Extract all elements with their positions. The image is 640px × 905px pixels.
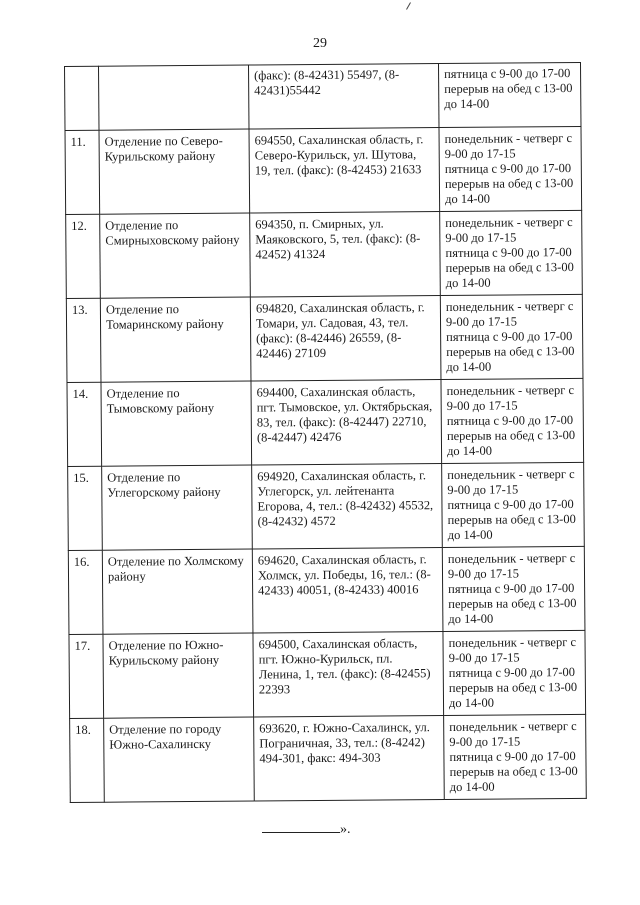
row-number-cell: 18. [70, 718, 105, 802]
address-cell: 694820, Сахалинская область, г. Томари, ул. Садовая, 43, тел. (факс): (8-42446) 26559, (8-42446) 27109 [250, 296, 441, 381]
table-row [65, 126, 582, 214]
row-number-cell: 15. [68, 466, 103, 550]
closing-line [262, 822, 351, 838]
address-cell: 694920, Сахалинская область, г. Углегорск, ул. лейтенанта Егорова, 4, тел.: (8-42432) 45532, (8-42432) 4572 [252, 464, 443, 549]
table-row [68, 462, 585, 550]
table-row [67, 378, 584, 466]
address-cell: 694620, Сахалинская область, г. Холмск, ул. Победы, 16, тел.: (8-42433) 40051, (8-42433) 40016 [252, 548, 443, 633]
address-cell: 694350, п. Смирных, ул. Маяковского, 5, тел. (факс): (8-42452) 41324 [250, 212, 441, 297]
hours-cell: понедельник - четверг с 9-00 до 17-15 пятница с 9-00 до 17-00 перерыв на обед с 13-00 до 14-00 [441, 378, 584, 463]
signature-underline [262, 822, 340, 833]
hours-cell: понедельник - четверг с 9-00 до 17-15 пятница с 9-00 до 17-00 перерыв на обед с 13-00 до 14-00 [440, 210, 583, 295]
hours-cell: понедельник - четверг с 9-00 до 17-15 пятница с 9-00 до 17-00 перерыв на обед с 13-00 до 14-00 [442, 462, 585, 547]
row-number-cell: 12. [66, 214, 101, 298]
offices-table-container [64, 62, 586, 803]
row-number-cell: 17. [69, 634, 104, 718]
office-name-cell: Отделение по Северо-Курильскому району [99, 129, 250, 214]
office-name-cell: Отделение по Холмскому району [102, 549, 253, 634]
closing-quote: ». [340, 822, 351, 837]
address-cell: (факс): (8-42431) 55497, (8-42431)55442 [248, 64, 438, 129]
hours-cell: понедельник - четверг с 9-00 до 17-15 пятница с 9-00 до 17-00 перерыв на обед с 13-00 до 14-00 [440, 294, 583, 379]
row-number-cell: 16. [68, 550, 103, 634]
office-name-cell [99, 65, 249, 130]
page-number: 29 [313, 36, 327, 51]
office-name-cell: Отделение по Тымовскому району [101, 381, 252, 466]
table-row [66, 294, 583, 382]
hours-cell: пятница с 9-00 до 17-00 перерыв на обед с 13-00 до 14-00 [438, 62, 580, 127]
offices-table [64, 62, 587, 803]
row-number-cell [65, 66, 100, 130]
address-cell: 693620, г. Южно-Сахалинск, ул. Пограничная, 33, тел.: (8-4242) 494-301, факс: 494-303 [254, 716, 445, 801]
row-number-cell: 14. [67, 382, 102, 466]
office-name-cell: Отделение по Южно-Курильскому району [103, 633, 254, 718]
office-name-cell: Отделение по Томаринскому району [100, 297, 251, 382]
row-number-cell: 11. [65, 130, 100, 214]
office-name-cell: Отделение по Углегорскому району [102, 465, 253, 550]
hours-cell: понедельник - четверг с 9-00 до 17-15 пятница с 9-00 до 17-00 перерыв на обед с 13-00 до 14-00 [439, 126, 582, 211]
row-number-cell: 13. [66, 298, 101, 382]
table-row [68, 546, 585, 634]
office-name-cell: Отделение по городу Южно-Сахалинску [104, 717, 255, 802]
hours-cell: понедельник - четверг с 9-00 до 17-15 пятница с 9-00 до 17-00 перерыв на обед с 13-00 до 14-00 [443, 630, 586, 715]
scan-mark [406, 2, 411, 9]
hours-cell: понедельник - четверг с 9-00 до 17-15 пятница с 9-00 до 17-00 перерыв на обед с 13-00 до 14-00 [444, 714, 587, 799]
address-cell: 694400, Сахалинская область, пгт. Тымовское, ул. Октябрьская, 83, тел. (факс): (8-42447) 22710, (8-42447) 42476 [251, 380, 442, 465]
table-row [65, 62, 581, 130]
table-row [69, 630, 586, 718]
office-name-cell: Отделение по Смирныховскому району [100, 213, 251, 298]
hours-cell: понедельник - четверг с 9-00 до 17-15 пятница с 9-00 до 17-00 перерыв на обед с 13-00 до 14-00 [442, 546, 585, 631]
table-row [70, 714, 587, 802]
address-cell: 694500, Сахалинская область, пгт. Южно-Курильск, пл. Ленина, 1, тел. (факс): (8-42455) 22393 [253, 632, 444, 717]
address-cell: 694550, Сахалинская область, г. Северо-Курильск, ул. Шутова, 19, тел. (факс): (8-42453) 21633 [249, 128, 440, 213]
table-row [66, 210, 583, 298]
